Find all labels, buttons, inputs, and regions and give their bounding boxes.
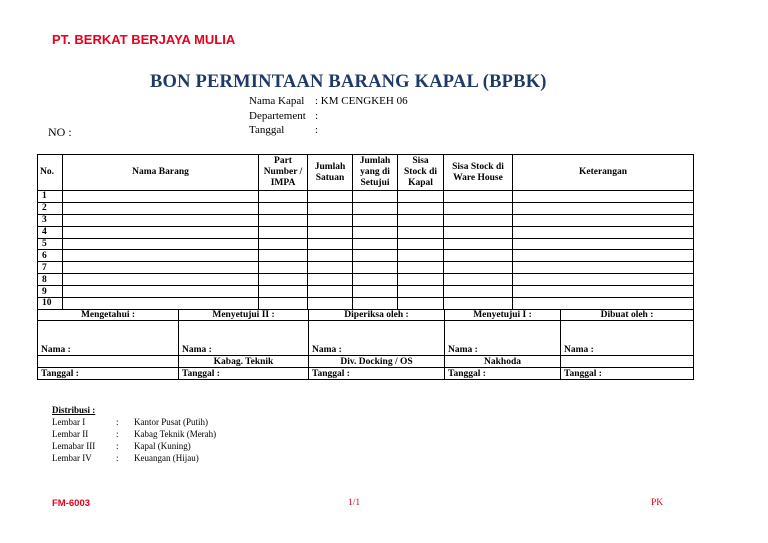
distribution-sep: : bbox=[116, 441, 119, 451]
col-header-part-number: Part Number / IMPA bbox=[259, 155, 308, 191]
table-cell bbox=[308, 274, 353, 286]
info-label: Nama Kapal bbox=[249, 95, 305, 107]
table-cell bbox=[398, 250, 444, 262]
info-value: : bbox=[315, 124, 319, 136]
row-number: 7 bbox=[38, 262, 63, 274]
col-header-sisa-kapal: Sisa Stock di Kapal bbox=[398, 155, 444, 191]
signature-table bbox=[37, 309, 694, 380]
sign-tanggal: Tanggal : bbox=[309, 368, 445, 380]
table-cell bbox=[308, 298, 353, 310]
col-header-jumlah-satuan: Jumlah Satuan bbox=[308, 155, 353, 191]
table-cell bbox=[398, 286, 444, 298]
sign-role bbox=[38, 356, 179, 368]
table-row bbox=[38, 202, 694, 214]
table-cell bbox=[259, 226, 308, 238]
form-code: FM-6003 bbox=[52, 498, 91, 509]
no-label: NO : bbox=[48, 125, 72, 139]
table-row bbox=[38, 286, 694, 298]
sign-tanggal: Tanggal : bbox=[38, 368, 179, 380]
table-cell bbox=[353, 274, 398, 286]
table-row bbox=[38, 298, 694, 310]
table-cell bbox=[63, 226, 259, 238]
table-cell bbox=[444, 226, 513, 238]
sign-header-diperiksa: Diperiksa oleh : bbox=[309, 310, 445, 321]
table-row bbox=[38, 274, 694, 286]
info-tanggal bbox=[249, 124, 318, 136]
sign-tanggal: Tanggal : bbox=[179, 368, 309, 380]
sign-tanggal: Tanggal : bbox=[561, 368, 694, 380]
distribution-sheet: Lemabar III bbox=[52, 441, 96, 451]
table-cell bbox=[63, 214, 259, 226]
sign-role: Nakhoda bbox=[445, 356, 561, 368]
table-cell bbox=[513, 238, 694, 250]
table-cell bbox=[353, 238, 398, 250]
table-cell bbox=[513, 226, 694, 238]
col-header-jumlah-disetujui: Jumlah yang di Setujui bbox=[353, 155, 398, 191]
table-cell bbox=[259, 262, 308, 274]
footer-initials: PK bbox=[651, 498, 664, 508]
info-label: Tanggal bbox=[249, 124, 285, 136]
table-cell bbox=[259, 191, 308, 203]
distribution-desc: Kabag Teknik (Merah) bbox=[134, 429, 217, 439]
table-cell bbox=[398, 262, 444, 274]
table-cell bbox=[513, 262, 694, 274]
table-cell bbox=[444, 274, 513, 286]
col-header-keterangan: Keterangan bbox=[513, 155, 694, 191]
table-cell bbox=[308, 286, 353, 298]
table-cell bbox=[513, 202, 694, 214]
table-cell bbox=[259, 214, 308, 226]
distribution-desc: Kapal (Kuning) bbox=[134, 441, 191, 451]
table-cell bbox=[259, 274, 308, 286]
row-number: 2 bbox=[38, 202, 63, 214]
table-cell bbox=[308, 250, 353, 262]
distribution-sheet: Lembar I bbox=[52, 417, 86, 427]
table-header-row bbox=[38, 155, 694, 191]
signature-header-row bbox=[38, 310, 694, 321]
table-cell bbox=[513, 191, 694, 203]
table-cell bbox=[398, 298, 444, 310]
table-cell bbox=[353, 298, 398, 310]
sign-header-mengetahui: Mengetahui : bbox=[38, 310, 179, 321]
sign-nama: Nama : bbox=[38, 321, 179, 356]
sign-role: Div. Docking / OS bbox=[309, 356, 445, 368]
table-cell bbox=[353, 202, 398, 214]
table-cell bbox=[513, 274, 694, 286]
distribution-title: Distribusi : bbox=[52, 405, 96, 415]
table-cell bbox=[444, 214, 513, 226]
sign-nama: Nama : bbox=[561, 321, 694, 356]
sign-role: Kabag. Teknik bbox=[179, 356, 309, 368]
sign-tanggal: Tanggal : bbox=[445, 368, 561, 380]
table-cell bbox=[353, 286, 398, 298]
table-cell bbox=[308, 262, 353, 274]
sign-header-dibuat: Dibuat oleh : bbox=[561, 310, 694, 321]
table-cell bbox=[63, 191, 259, 203]
distribution-sep: : bbox=[116, 429, 119, 439]
table-cell bbox=[308, 238, 353, 250]
table-row bbox=[38, 214, 694, 226]
col-header-sisa-warehouse: Sisa Stock di Ware House bbox=[444, 155, 513, 191]
row-number: 10 bbox=[38, 298, 63, 310]
table-cell bbox=[513, 286, 694, 298]
table-cell bbox=[63, 274, 259, 286]
row-number: 4 bbox=[38, 226, 63, 238]
table-cell bbox=[398, 226, 444, 238]
table-cell bbox=[398, 202, 444, 214]
table-cell bbox=[308, 214, 353, 226]
table-cell bbox=[444, 286, 513, 298]
table-cell bbox=[259, 286, 308, 298]
table-row bbox=[38, 250, 694, 262]
table-row bbox=[38, 238, 694, 250]
sign-role bbox=[561, 356, 694, 368]
table-cell bbox=[259, 238, 308, 250]
table-cell bbox=[63, 250, 259, 262]
table-cell bbox=[353, 191, 398, 203]
table-cell bbox=[398, 191, 444, 203]
page-number: 1/1 bbox=[348, 498, 361, 508]
document-title: BON PERMINTAAN BARANG KAPAL (BPBK) bbox=[150, 72, 547, 92]
distribution-list bbox=[52, 404, 216, 464]
table-cell bbox=[444, 298, 513, 310]
table-cell bbox=[308, 226, 353, 238]
info-nama-kapal bbox=[249, 95, 408, 107]
distribution-sheet: Lembar II bbox=[52, 429, 89, 439]
distribution-item bbox=[52, 428, 216, 440]
table-cell bbox=[398, 274, 444, 286]
distribution-sep: : bbox=[116, 453, 119, 463]
table-cell bbox=[63, 298, 259, 310]
table-row bbox=[38, 226, 694, 238]
table-cell bbox=[444, 202, 513, 214]
distribution-sep: : bbox=[116, 417, 119, 427]
col-header-nama-barang: Nama Barang bbox=[63, 155, 259, 191]
table-cell bbox=[398, 238, 444, 250]
table-cell bbox=[353, 262, 398, 274]
sign-header-menyetujui-1: Menyetujui I : bbox=[445, 310, 561, 321]
distribution-desc: Keuangan (Hijau) bbox=[134, 453, 199, 463]
table-cell bbox=[63, 286, 259, 298]
info-departement bbox=[249, 110, 318, 122]
table-cell bbox=[444, 191, 513, 203]
table-cell bbox=[259, 298, 308, 310]
sign-header-menyetujui-2: Menyetujui II : bbox=[179, 310, 309, 321]
info-label: Departement bbox=[249, 110, 306, 122]
row-number: 1 bbox=[38, 191, 63, 203]
table-cell bbox=[63, 202, 259, 214]
distribution-sheet: Lembar IV bbox=[52, 453, 92, 463]
sign-nama: Nama : bbox=[445, 321, 561, 356]
table-cell bbox=[353, 226, 398, 238]
table-cell bbox=[63, 238, 259, 250]
table-cell bbox=[444, 262, 513, 274]
table-cell bbox=[308, 202, 353, 214]
info-value: : KM CENGKEH 06 bbox=[315, 95, 408, 107]
signature-date-row bbox=[38, 368, 694, 380]
row-number: 3 bbox=[38, 214, 63, 226]
distribution-desc: Kantor Pusat (Putih) bbox=[134, 417, 208, 427]
table-cell bbox=[513, 250, 694, 262]
table-cell bbox=[259, 202, 308, 214]
distribution-item bbox=[52, 416, 216, 428]
info-value: : bbox=[315, 110, 319, 122]
signature-role-row bbox=[38, 356, 694, 368]
row-number: 6 bbox=[38, 250, 63, 262]
table-cell bbox=[63, 262, 259, 274]
row-number: 5 bbox=[38, 238, 63, 250]
items-table-body bbox=[38, 191, 694, 310]
table-cell bbox=[259, 250, 308, 262]
table-row bbox=[38, 191, 694, 203]
col-header-no: No. bbox=[38, 155, 63, 191]
table-cell bbox=[513, 298, 694, 310]
items-table bbox=[37, 154, 694, 310]
row-number: 8 bbox=[38, 274, 63, 286]
table-cell bbox=[308, 191, 353, 203]
signature-space-row bbox=[38, 321, 694, 356]
table-cell bbox=[444, 250, 513, 262]
table-cell bbox=[398, 214, 444, 226]
table-cell bbox=[353, 214, 398, 226]
company-name: PT. BERKAT BERJAYA MULIA bbox=[52, 32, 236, 47]
row-number: 9 bbox=[38, 286, 63, 298]
table-cell bbox=[513, 214, 694, 226]
table-row bbox=[38, 262, 694, 274]
sign-nama: Nama : bbox=[179, 321, 309, 356]
distribution-item bbox=[52, 452, 216, 464]
distribution-item bbox=[52, 440, 216, 452]
sign-nama: Nama : bbox=[309, 321, 445, 356]
table-cell bbox=[444, 238, 513, 250]
table-cell bbox=[353, 250, 398, 262]
